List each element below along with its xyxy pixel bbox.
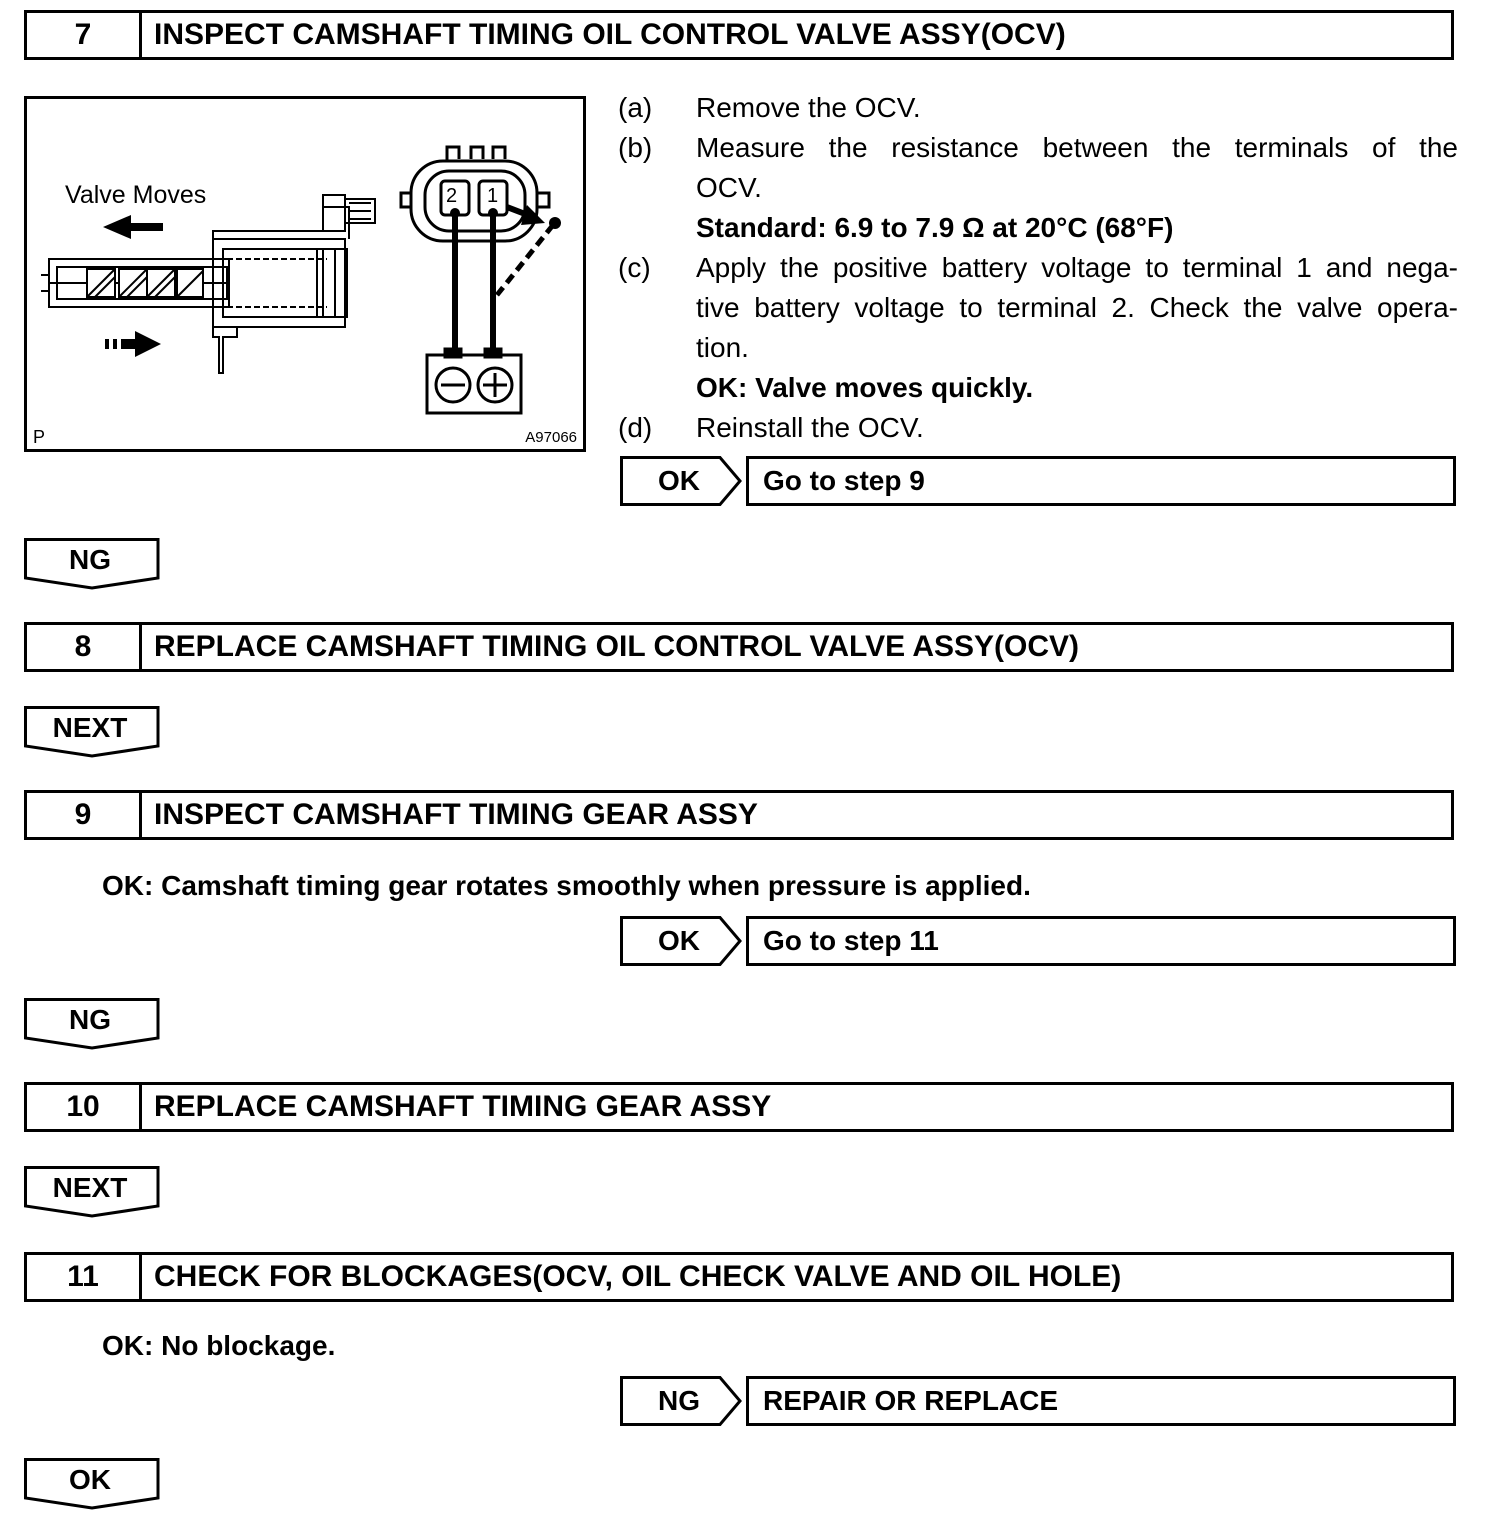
ok-criteria-step-9: OK: Camshaft timing gear rotates smoothly when pressure is applied. — [102, 870, 1031, 901]
standard-value: Standard: 6.9 to 7.9 Ω at 20°C (68°F) — [696, 212, 1174, 243]
result-label: OK — [658, 925, 700, 956]
terminal-1-label: 1 — [487, 185, 499, 207]
figure-corner-label: P — [33, 427, 46, 447]
next-tab-2[interactable] — [24, 1166, 160, 1218]
instruction-d — [618, 408, 1458, 448]
tab-label: NEXT — [52, 1172, 128, 1203]
instruction-a — [618, 88, 1458, 128]
tab-label: NG — [69, 1004, 111, 1035]
step-number: 11 — [27, 1255, 142, 1299]
step-7-header — [24, 10, 1454, 60]
tab-label: NG — [69, 544, 111, 575]
next-tab-1[interactable] — [24, 706, 160, 758]
result-ng-repair-or-replace[interactable] — [620, 1376, 1458, 1428]
instruction-label: (d) — [618, 412, 653, 443]
ok-criteria: OK: Valve moves quickly. — [696, 372, 1034, 403]
result-label: NG — [658, 1385, 700, 1416]
ocv-diagram — [24, 96, 586, 452]
instruction-label: (a) — [618, 92, 653, 123]
instruction-text: Remove the OCV. — [696, 92, 921, 123]
instruction-text: Measure the resistance between the terminals of the — [696, 132, 1458, 163]
battery-icon — [427, 349, 521, 413]
result-text: Go to step 11 — [746, 916, 1456, 966]
valve-body-icon — [41, 195, 375, 373]
result-ok-go-to-step-9[interactable] — [620, 456, 1458, 508]
instruction-b — [618, 128, 1458, 168]
step-number: 10 — [27, 1085, 142, 1129]
instruction-text: tion. — [696, 332, 749, 363]
instruction-list — [618, 88, 1458, 448]
instruction-text: OCV. — [696, 172, 762, 203]
step-title: REPLACE CAMSHAFT TIMING OIL CONTROL VALVE ASSY(OCV) — [154, 630, 1080, 663]
result-text: REPAIR OR REPLACE — [746, 1376, 1456, 1426]
result-text: Go to step 9 — [746, 456, 1456, 506]
step-11-header — [24, 1252, 1454, 1302]
instruction-text: Apply the positive battery voltage to terminal 1 and nega- — [696, 252, 1458, 283]
ng-tab-2[interactable] — [24, 998, 160, 1050]
tab-label: OK — [69, 1464, 111, 1495]
step-title: CHECK FOR BLOCKAGES(OCV, OIL CHECK VALVE AND OIL HOLE) — [154, 1260, 1122, 1293]
step-number: 7 — [27, 13, 142, 57]
step-10-header — [24, 1082, 1454, 1132]
left-arrow-icon — [103, 215, 163, 239]
tab-label: NEXT — [52, 712, 128, 743]
step-number: 9 — [27, 793, 142, 837]
figure-id: A97066 — [525, 429, 577, 446]
ng-tab-1[interactable] — [24, 538, 160, 590]
ok-criteria-step-11: OK: No blockage. — [102, 1330, 336, 1361]
ok-tab[interactable] — [24, 1458, 160, 1510]
step-9-header — [24, 790, 1454, 840]
instruction-text: Reinstall the OCV. — [696, 412, 924, 443]
result-label: OK — [658, 465, 700, 496]
step-title: REPLACE CAMSHAFT TIMING GEAR ASSY — [154, 1090, 772, 1123]
terminal-2-label: 2 — [446, 185, 458, 207]
valve-moves-label: Valve Moves — [65, 181, 207, 209]
step-title: INSPECT CAMSHAFT TIMING GEAR ASSY — [154, 798, 758, 831]
step-8-header — [24, 622, 1454, 672]
step-number: 8 — [27, 625, 142, 669]
instruction-label: (c) — [618, 252, 651, 283]
right-arrow-icon — [135, 331, 161, 357]
instruction-c — [618, 248, 1458, 288]
connector-icon — [401, 147, 549, 241]
instruction-text: tive battery voltage to terminal 2. Check the valve opera- — [696, 292, 1458, 323]
instruction-label: (b) — [618, 132, 653, 163]
step-title: INSPECT CAMSHAFT TIMING OIL CONTROL VALVE ASSY(OCV) — [154, 18, 1066, 51]
result-ok-go-to-step-11[interactable] — [620, 916, 1458, 968]
